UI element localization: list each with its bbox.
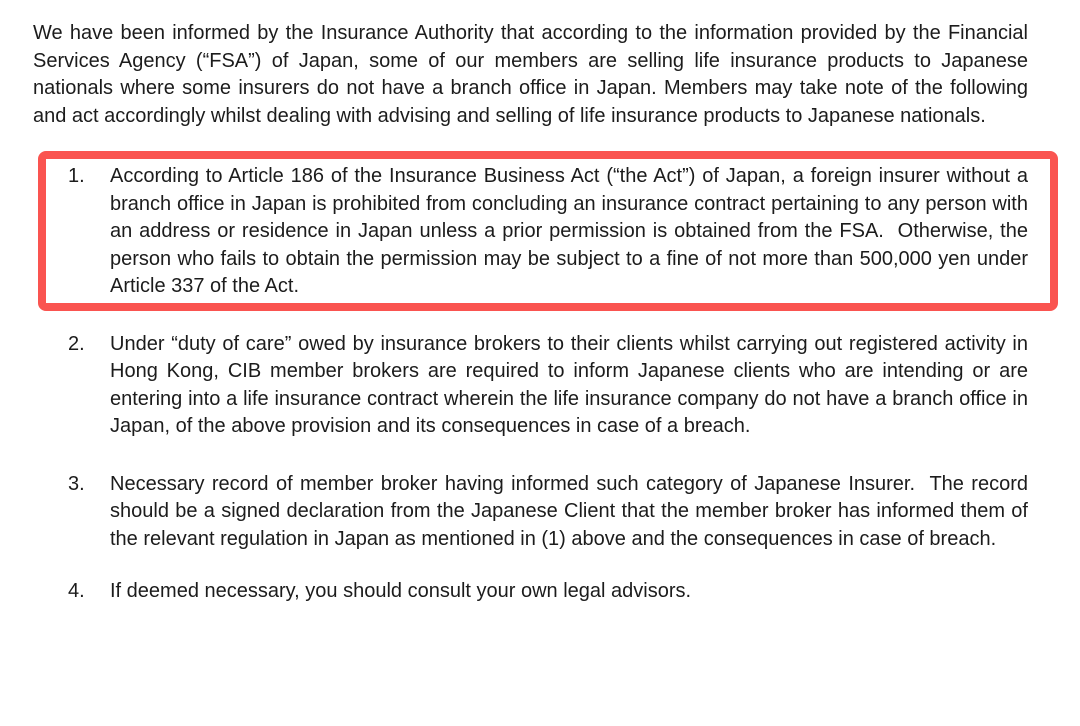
intro-paragraph: We have been informed by the Insurance Authority that according to the information provided by the Financial Services Agency (“FSA”) of Japan, some of our members are selling life insurance products to Japanese nationals where some insurers do not have a branch office in Japan. Members may take note of the following and act accordingly whilst dealing with advising and selling of life insurance products to Japanese nationals. [33, 22, 1028, 127]
list-item-2 [68, 331, 1028, 441]
list-item-2-text: Under “duty of care” owed by insurance brokers to their clients whilst carrying out registered activity in Hong Kong, CIB member brokers are required to inform Japanese clients who are intending or are entering into a life insurance contract wherein the life insurance company do not have a branch office in Japan, of the above provision and its consequences in case of a breach. [110, 332, 1028, 437]
list-item-1-text: According to Article 186 of the Insurance Business Act (“the Act”) of Japan, a foreign insurer without a branch office in Japan is prohibited from concluding an insurance contract pertaining to any person with an address or residence in Japan unless a prior permission is obtained from the FSA. Otherwise, the person who fails to obtain the permission may be subject to a fine of not more than 500,000 yen under Article 337 of the Act. [110, 165, 1028, 297]
highlight-box [38, 151, 1058, 311]
list-item-4-number: 4. [68, 580, 85, 602]
list-item-1 [68, 163, 1028, 301]
list-item-3-number: 3. [68, 472, 85, 495]
list-item-3-text: Necessary record of member broker having informed such category of Japanese Insurer. The record should be a signed declaration from the Japanese Client that the member broker has informed them of the relevant regulation in Japan as mentioned in (1) above and the consequences in case of breach. [110, 472, 1028, 550]
list-item-2-number: 2. [68, 332, 85, 355]
list-item-1-number: 1. [68, 165, 85, 187]
list-item-3 [68, 471, 1028, 554]
list-item-4 [68, 578, 1028, 606]
list-item-4-text: If deemed necessary, you should consult your own legal advisors. [110, 580, 692, 602]
